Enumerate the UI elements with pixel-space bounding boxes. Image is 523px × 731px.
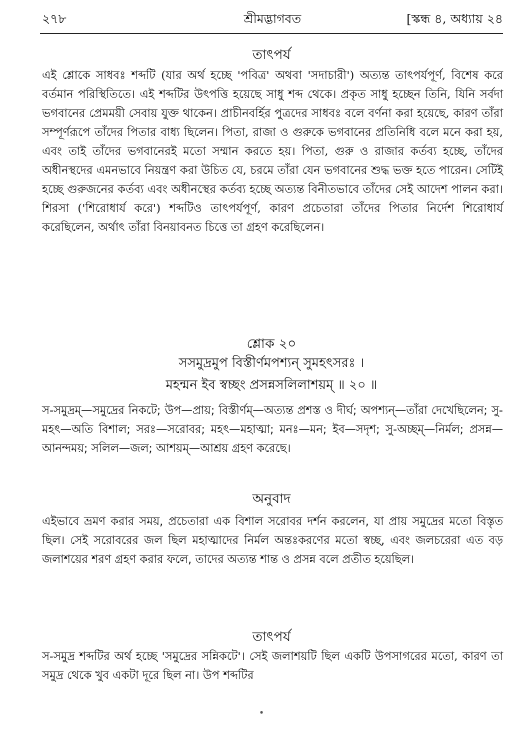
book-title: শ্রীমদ্ভাগবত [243,11,302,26]
synonyms-paragraph: স-সমুদ্রম্—সমুদ্রের নিকটে; উপ—প্রায়; বিস্তীর্ণম্—অত্যন্ত প্রশস্ত ও দীর্ঘ; অপশ্যন্—তাঁরা দেখেছিলেন; সু-মহৎ—অতি বিশাল; সরঃ—সরোবর; মহৎ—মহাত্মা; মনঃ—মন; ইব—সদৃশ; সু-অচ্ছম্—নির্মল; প্রসন্ন—আনন্দময়; সলিল—জল; আশয়ম্—আশ্রয় গ্রহণ করেছে। [42,404,503,455]
purport-heading: তাৎপর্য [252,47,291,63]
page-header [42,8,503,30]
chapter-reference: [স্কন্ধ ৪, অধ্যায় ২৪ [406,11,503,26]
verse-heading: শ্লোক ২০ [246,336,297,352]
verse-line-2: মহন্মন ইব স্বচ্ছং প্রসন্নসলিলাশয়ম্ ॥ ২০ ॥ [165,378,378,393]
purport-paragraph: এই শ্লোকে সাধবঃ শব্দটি (যার অর্থ হচ্ছে 'পবিত্র' অথবা 'সদাচারী') অত্যন্ত তাৎপর্যপূর্ণ, বিশেষ করে বর্তমান পরিস্থিতিতে। এই শব্দটির উৎপত্তি হয়েছে সাধু শব্দ থেকে। প্রকৃত সাধু হচ্ছেন তিনি, যিনি সর্বদা ভগবানের প্রেমময়ী সেবায় যুক্ত থাকেন। প্রাচীনবর্হির পুত্রদের সাধবঃ বলে বর্ণনা করা হয়েছে, কারণ তাঁরা সম্পূর্ণরূপে তাঁদের পিতার বাধ্য ছিলেন। পিতা, রাজা ও গুরুকে ভগবানের প্রতিনিধি বলে মনে করা হয়, এবং তাই তাঁদের ভগবানেরই মতো সম্মান করতে হয়। পিতা, গুরু ও রাজার কর্তব্য হচ্ছে, তাঁদের অধীনস্থদের এমনভাবে নিয়ন্ত্রণ করা উচিত যে, চরমে তাঁরা যেন ভগবানের শুদ্ধ ভক্ত হতে পারেন। সেটিই হচ্ছে গুরুজনের কর্তব্য এবং অধীনস্থের কর্তব্য হচ্ছে অত্যন্ত বিনীতভাবে তাঁদের সেই আদেশ পালন করা। শিরসা ('শিরোধার্য করে') শব্দটিও তাৎপর্যপূর্ণ, কারণ প্রচেতারা তাঁদের পিতার নির্দেশ শিরোধার্য করেছিলেন, অর্থাৎ তাঁরা বিনয়াবনত চিত্তে তা গ্রহণ করেছিলেন। [42,68,503,234]
purport-heading-2: তাৎপর্য [252,629,291,645]
page-number: ২৭৮ [42,11,67,26]
translation-paragraph: এইভাবে ভ্রমণ করার সময়, প্রচেতারা এক বিশাল সরোবর দর্শন করলেন, যা প্রায় সমুদ্রের মতো বিস্তৃত ছিল। সেই সরোবরের জল ছিল মহাত্মাদের নির্মল অন্তঃকরণের মতো স্বচ্ছ, এবং জলচরেরা এত বড় জলাশয়ের শরণ গ্রহণ করার ফলে, তাদের অত্যন্ত শান্ত ও প্রসন্ন বলে প্রতীত হয়েছিল। [42,515,503,566]
footer-mark: • [258,709,265,719]
header-rule [40,33,503,34]
translation-heading: অনুবাদ [252,491,291,507]
purport-paragraph-2: স-সমুদ্র শব্দটির অর্থ হচ্ছে 'সমুদ্রের সন্নিকটে'। সেই জলাশয়টি ছিল একটি উপসাগরের মতো, কারণ তা সমুদ্র থেকে খুব একটা দূরে ছিল না। উপ শব্দটির [42,649,503,682]
verse-line-1: সসমুদ্রমুপ বিস্তীর্ণমপশ্যন্ সুমহৎসরঃ । [178,356,365,371]
